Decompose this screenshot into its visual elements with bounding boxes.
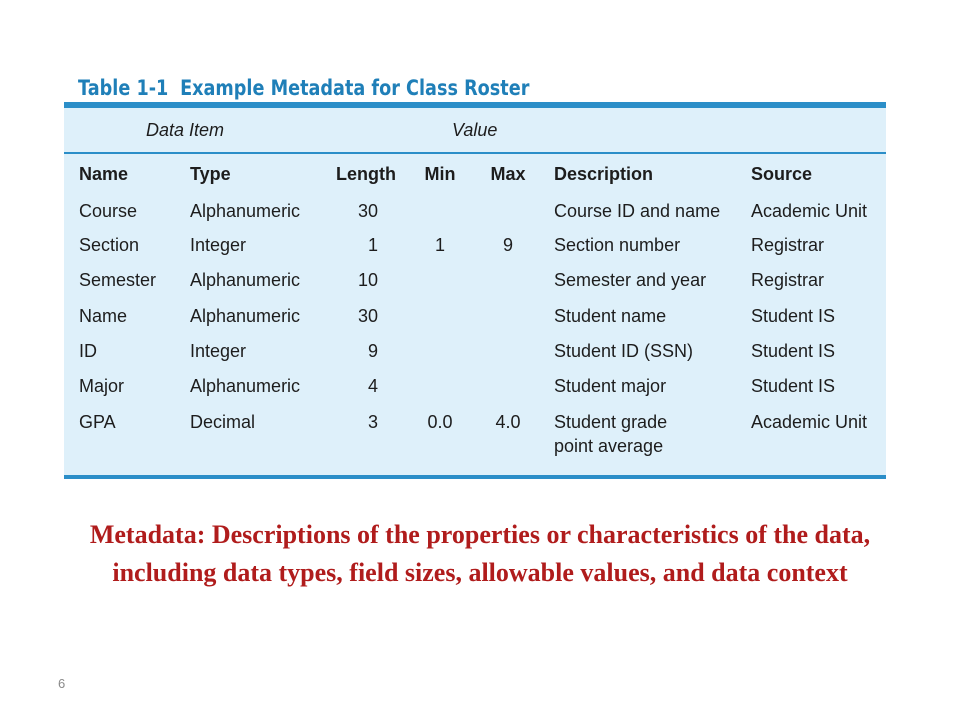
- cell-max: 4.0: [495, 412, 521, 432]
- column-header-name: Name: [79, 164, 129, 184]
- cell-description: Semester and year: [554, 270, 707, 290]
- column-header-type: Type: [190, 164, 231, 184]
- cell-min: 0.0: [427, 412, 453, 432]
- cell-source: Student IS: [751, 376, 836, 396]
- cell-source: Student IS: [751, 306, 836, 326]
- cell-length: 4: [367, 376, 378, 396]
- column-header-max: Max: [490, 164, 526, 184]
- group-header-data-item: Data Item: [146, 120, 225, 140]
- cell-type: Alphanumeric: [190, 306, 301, 326]
- cell-length: 30: [357, 306, 378, 326]
- column-header-min: Min: [424, 164, 456, 184]
- cell-max: 9: [502, 235, 513, 255]
- column-header-description: Description: [554, 164, 654, 184]
- cell-description: Student name: [554, 306, 667, 326]
- cell-name: Name: [79, 306, 128, 326]
- cell-name: GPA: [79, 412, 116, 432]
- cell-description: Student major: [554, 376, 667, 396]
- cell-length: 10: [357, 270, 378, 290]
- cell-description: Student grade point average: [554, 412, 668, 456]
- table-title-text: Example Metadata for Class Roster: [180, 76, 530, 100]
- cell-type: Alphanumeric: [190, 270, 301, 290]
- cell-description: Course ID and name: [554, 201, 721, 221]
- group-header-rule: [64, 152, 886, 154]
- cell-source: Academic Unit: [751, 412, 868, 432]
- table-title: [78, 76, 529, 100]
- cell-name: Course: [79, 201, 138, 221]
- cell-source: Academic Unit: [751, 201, 868, 221]
- group-header-row: [64, 108, 886, 152]
- cell-min: 1: [434, 235, 445, 255]
- column-header-source: Source: [751, 164, 813, 184]
- cell-length: 30: [357, 201, 378, 221]
- cell-type: Decimal: [190, 412, 256, 432]
- metadata-definition-caption: Metadata: Descriptions of the properties or characteristics of the data, including data types, field sizes, allowable values, and data context: [89, 520, 871, 587]
- cell-type: Integer: [190, 235, 247, 255]
- cell-length: 9: [367, 341, 378, 361]
- metadata-table: [64, 108, 886, 479]
- cell-name: ID: [79, 341, 97, 361]
- cell-type: Alphanumeric: [190, 376, 301, 396]
- table-number: Table 1-1: [78, 76, 169, 100]
- cell-source: Registrar: [751, 235, 825, 255]
- cell-length: 3: [367, 412, 378, 432]
- cell-length: 1: [367, 235, 378, 255]
- cell-name: Semester: [79, 270, 157, 290]
- column-header-length: Length: [336, 164, 396, 184]
- cell-type: Alphanumeric: [190, 201, 301, 221]
- group-header-value: Value: [452, 120, 498, 140]
- page-number: 6: [58, 676, 66, 691]
- cell-name: Section: [79, 235, 140, 255]
- cell-type: Integer: [190, 341, 247, 361]
- cell-source: Student IS: [751, 341, 836, 361]
- cell-name: Major: [79, 376, 125, 396]
- cell-source: Registrar: [751, 270, 825, 290]
- cell-description: Student ID (SSN): [554, 341, 694, 361]
- cell-description: Section number: [554, 235, 681, 255]
